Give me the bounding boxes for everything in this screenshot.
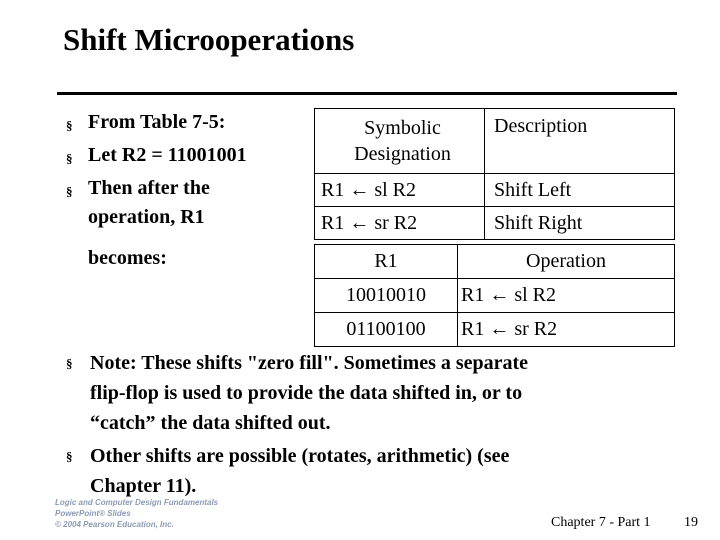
- table-header-row: [315, 109, 675, 174]
- description-cell: Shift Left: [485, 174, 675, 207]
- designation-cell: R1 ← sr R2: [315, 207, 485, 240]
- table-row: [315, 313, 675, 347]
- bullet-marker: §: [66, 449, 73, 464]
- header-r1: R1: [315, 245, 458, 279]
- table-row: [315, 174, 675, 207]
- header-symbolic-designation: [315, 109, 485, 174]
- title-divider: [57, 92, 677, 95]
- header-line: Designation: [354, 143, 451, 165]
- designation-cell: R1 ← sl R2: [315, 174, 485, 207]
- chapter-label: Chapter 7 - Part 1: [551, 515, 651, 530]
- note-other-shifts: [90, 441, 650, 501]
- bullet-marker: §: [66, 151, 73, 166]
- bullet-marker: §: [66, 356, 73, 371]
- table-row: [315, 279, 675, 313]
- note-line: Note: These shifts "zero fill". Sometimes a separate: [90, 352, 529, 374]
- header-operation: Operation: [458, 245, 675, 279]
- bullet-from-table: From Table 7-5:: [88, 111, 226, 133]
- shift-designation-table: [314, 108, 675, 240]
- logo-line: Logic and Computer Design Fundamentals: [55, 498, 219, 507]
- slide-title: Shift Microoperations: [63, 22, 355, 57]
- publisher-logo: [55, 497, 255, 530]
- table-row: [315, 207, 675, 240]
- r1-value-cell: 01100100: [315, 313, 458, 347]
- header-line: Symbolic: [364, 117, 441, 139]
- header-description: Description: [485, 109, 675, 174]
- bullet-marker: §: [66, 184, 73, 199]
- note-line: flip-flop is used to provide the data shifted in, or to: [90, 382, 523, 404]
- bullet-then-after-cont: operation, R1: [88, 206, 205, 228]
- note-line: Chapter 11).: [90, 475, 197, 497]
- page-number: 19: [684, 515, 698, 530]
- logo-line: PowerPoint® Slides: [55, 509, 131, 518]
- note-zero-fill: [90, 348, 650, 438]
- table-header-row: [315, 245, 675, 279]
- note-line: “catch” the data shifted out.: [90, 412, 331, 434]
- bullet-let-r2: Let R2 = 11001001: [88, 144, 247, 166]
- becomes-text: becomes:: [88, 247, 167, 269]
- bullet-then-after: Then after the: [88, 177, 210, 199]
- operation-cell: R1 ← sr R2: [458, 313, 675, 347]
- bullet-marker: §: [66, 118, 73, 133]
- logo-line: © 2004 Pearson Education, Inc.: [55, 520, 174, 529]
- description-cell: Shift Right: [485, 207, 675, 240]
- shift-result-table: [314, 244, 675, 347]
- note-line: Other shifts are possible (rotates, arithmetic) (see: [90, 445, 510, 467]
- r1-value-cell: 10010010: [315, 279, 458, 313]
- operation-cell: R1 ← sl R2: [458, 279, 675, 313]
